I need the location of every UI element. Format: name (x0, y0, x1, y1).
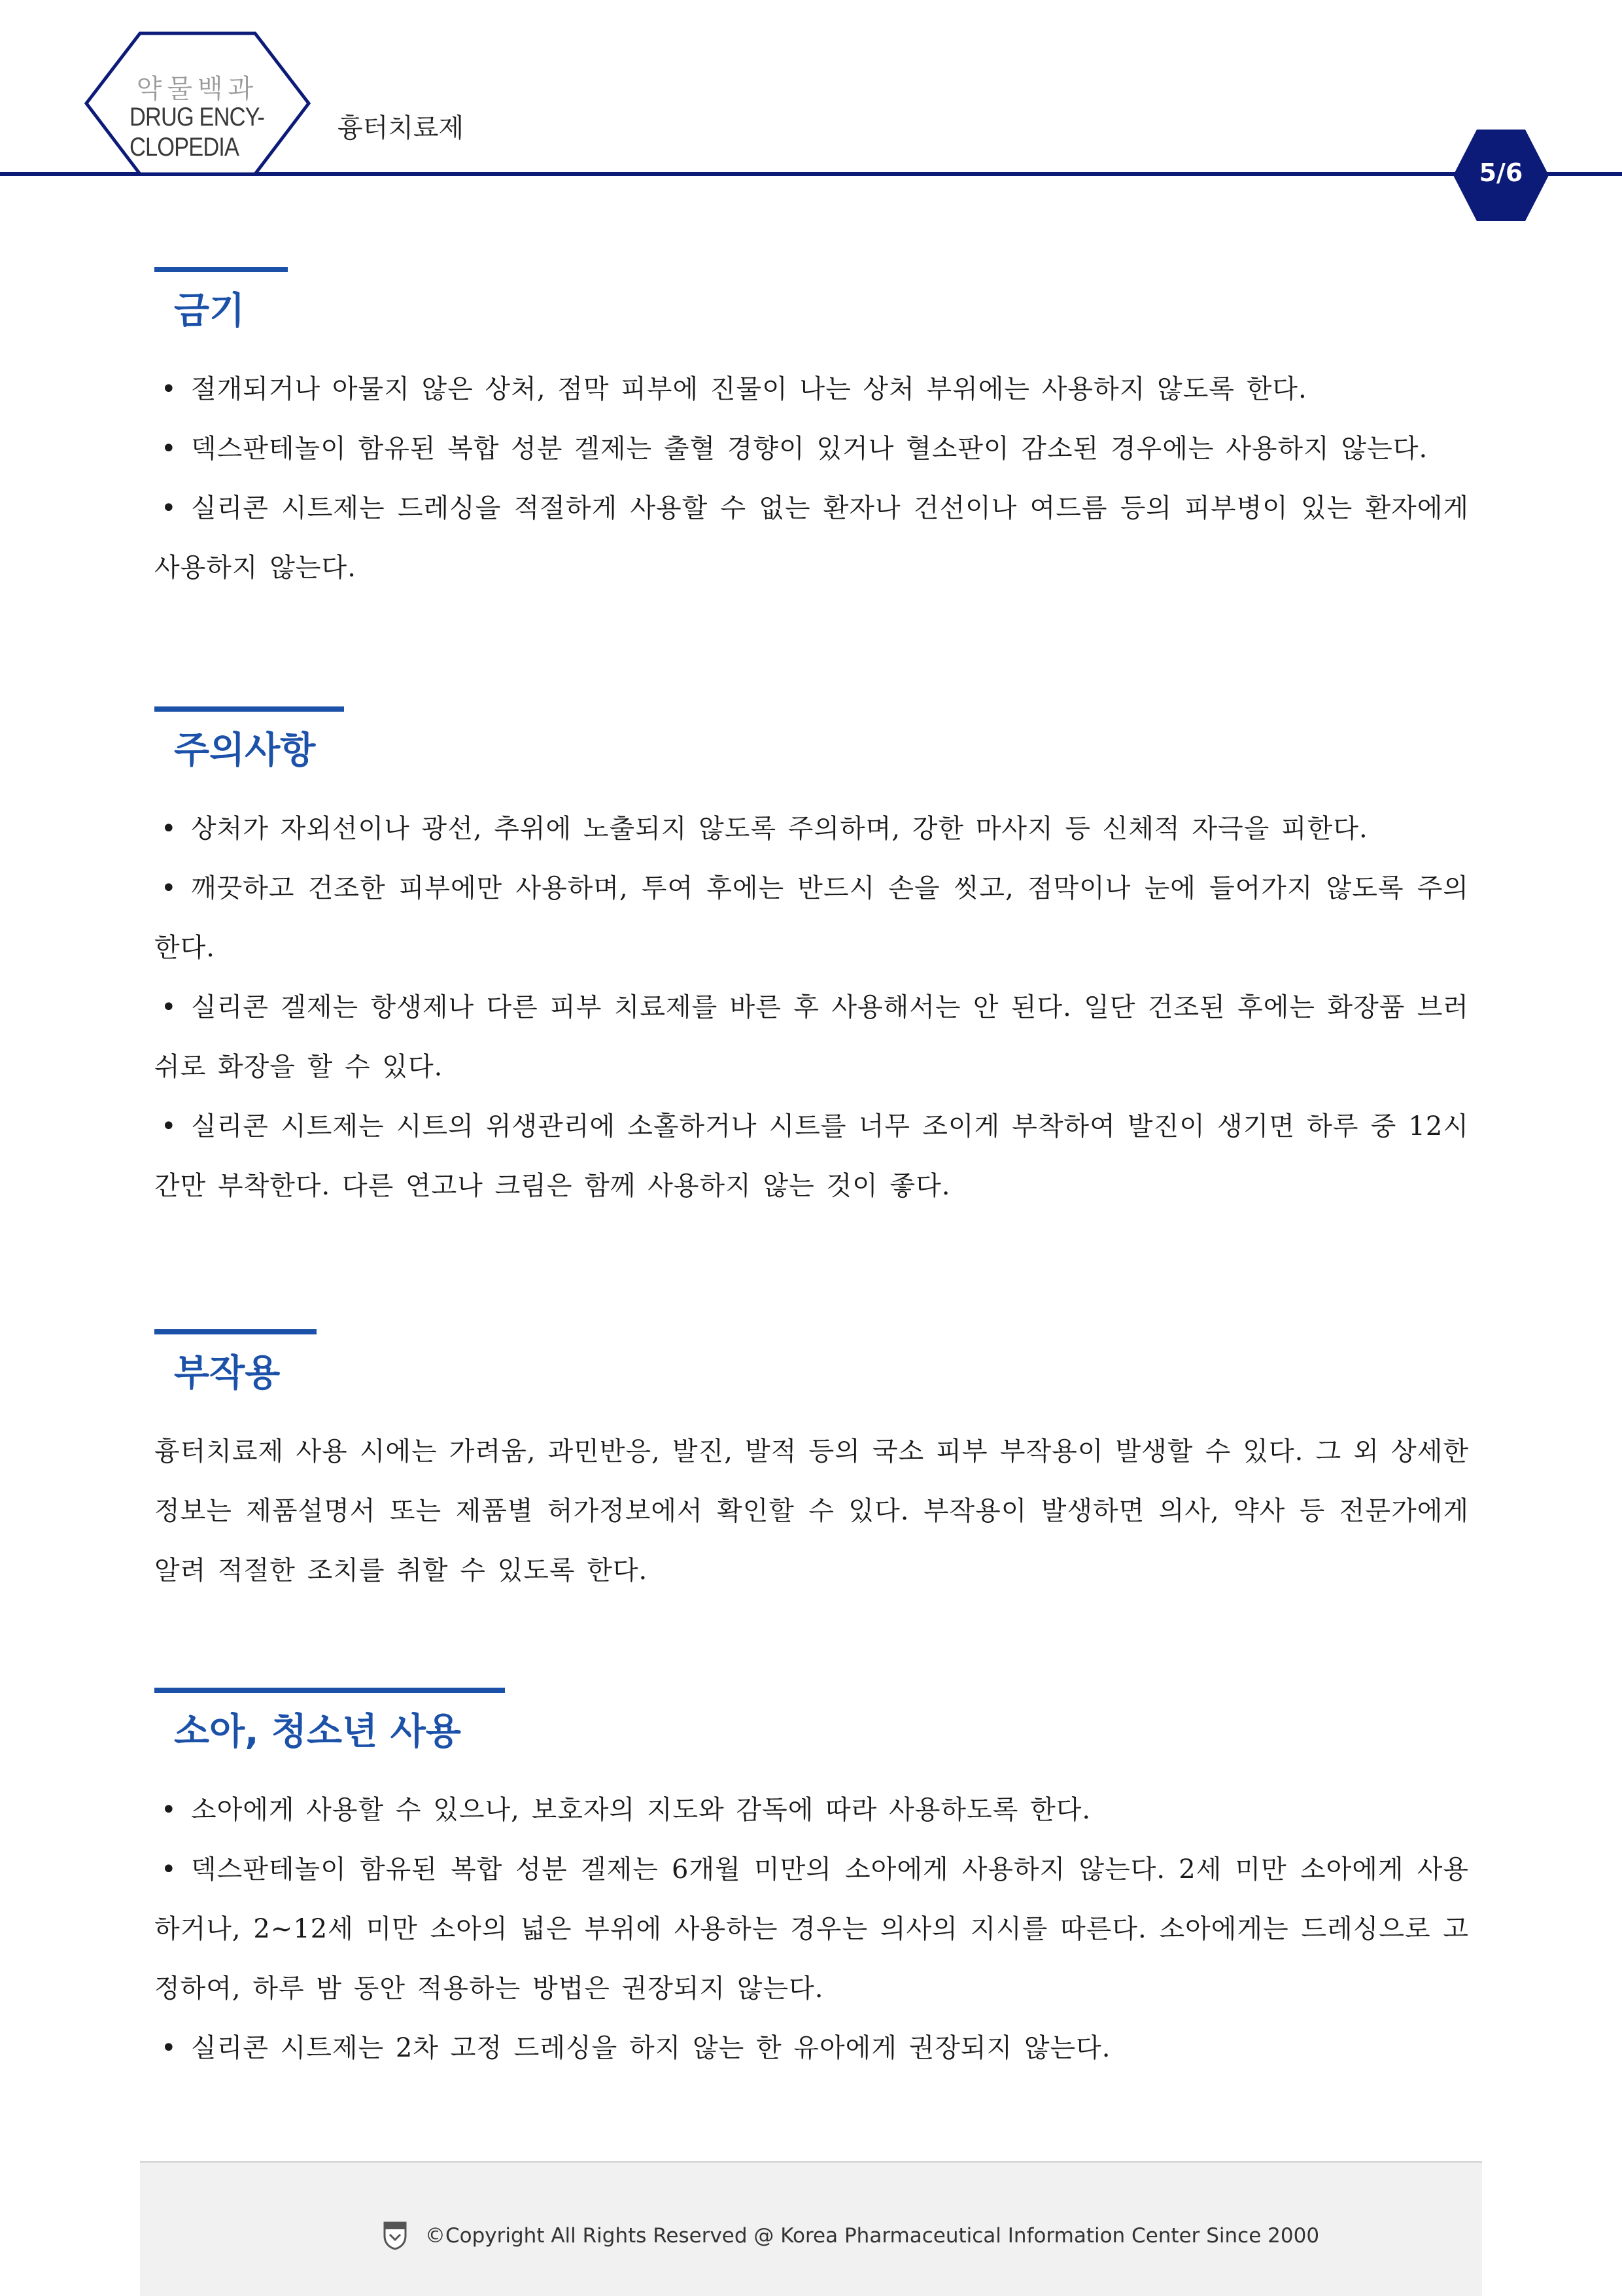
page-number-badge (1452, 128, 1550, 222)
bullet-marker: • (161, 1854, 177, 1885)
logo-english-line1: DRUG ENCY- (129, 103, 265, 131)
bullet-marker: • (161, 814, 177, 844)
bullet-item (154, 1097, 1469, 1216)
drug-encyclopedia-logo (84, 31, 311, 177)
logo-english-line2: CLOPEDIA (129, 133, 239, 162)
bullet-marker: • (161, 1795, 177, 1825)
page-number: 5/6 (1479, 158, 1523, 187)
bullet-text: 실리콘 겔제는 항생제나 다른 피부 치료제를 바른 후 사용해서는 안 된다. 일단 건조된 후에는 화장품 브러쉬로 화장을 할 수 있다. (154, 992, 1469, 1082)
bullet-text: 덱스판테놀이 함유된 복합 성분 겔제는 6개월 미만의 소아에게 사용하지 않는다. 2세 미만 소아에게 사용하거나, 2~12세 미만 소아의 넓은 부위에 사용하는 경우는 의사의 지시를 따른다. 소아에게는 드레싱으로 고정하여, 하루 밤 동안 적용하는 방법은 권장되지 않는다. (154, 1854, 1469, 2004)
section-title-bar (154, 267, 288, 272)
bullet-item (154, 799, 1469, 859)
bullet-text: 소아에게 사용할 수 있으나, 보호자의 지도와 감독에 따라 사용하도록 한다. (191, 1795, 1092, 1825)
bullet-item (154, 978, 1469, 1097)
page-footer (140, 2161, 1482, 2296)
bullet-item (154, 1840, 1469, 2019)
bullet-text: 깨끗하고 건조한 피부에만 사용하며, 투여 후에는 반드시 손을 씻고, 점막이나 눈에 들어가지 않도록 주의한다. (154, 873, 1469, 963)
bullet-text: 절개되거나 아물지 않은 상처, 점막 피부에 진물이 나는 상처 부위에는 사용하지 않도록 한다. (191, 374, 1307, 404)
bullet-item (154, 479, 1469, 598)
bullet-marker: • (161, 873, 177, 903)
section-title-bar (154, 1688, 505, 1693)
kpic-emblem-icon (382, 2220, 408, 2250)
section-title: 소아, 청소년 사용 (174, 1711, 461, 1753)
bullet-marker: • (161, 2033, 177, 2063)
section-contraindications (154, 267, 1469, 598)
document-title: 흉터치료제 (337, 113, 464, 143)
section-title: 주의사항 (174, 729, 316, 772)
bullet-item (154, 360, 1469, 419)
logo-english-text (129, 102, 276, 162)
section-side-effects (154, 1329, 1469, 1601)
bullet-item (154, 859, 1469, 978)
section-title: 부작용 (174, 1352, 281, 1395)
bullet-marker: • (161, 374, 177, 404)
bullet-marker: • (161, 1111, 177, 1141)
bullet-marker: • (161, 434, 177, 464)
bullet-marker: • (161, 493, 177, 523)
section-title-bar (154, 706, 344, 712)
section-paragraph: 흉터치료제 사용 시에는 가려움, 과민반응, 발진, 발적 등의 국소 피부 부작용이 발생할 수 있다. 그 외 상세한 정보는 제품설명서 또는 제품별 허가정보에서 확인할 수 있다. 부작용이 발생하면 의사, 약사 등 전문가에게 알려 적절한 조치를 취할 수 있도록 한다. (154, 1436, 1469, 1586)
bullet-text: 실리콘 시트제는 2차 고정 드레싱을 하지 않는 한 유아에게 권장되지 않는다. (191, 2033, 1111, 2063)
section-body (154, 1422, 1469, 1601)
section-body (154, 799, 1469, 1216)
bullet-item (154, 419, 1469, 479)
bullet-text: 상처가 자외선이나 광선, 추위에 노출되지 않도록 주의하며, 강한 마사지 등 신체적 자극을 피한다. (191, 814, 1368, 844)
bullet-marker: • (161, 992, 177, 1022)
bullet-item (154, 2019, 1469, 2078)
bullet-text: 덱스판테놀이 함유된 복합 성분 겔제는 출혈 경향이 있거나 혈소판이 감소된 경우에는 사용하지 않는다. (191, 434, 1428, 464)
bullet-text: 실리콘 시트제는 드레싱을 적절하게 사용할 수 없는 환자나 건선이나 여드름 등의 피부병이 있는 환자에게 사용하지 않는다. (154, 493, 1469, 583)
bullet-item (154, 1781, 1469, 1840)
section-precautions (154, 706, 1469, 1216)
section-body (154, 1781, 1469, 2078)
section-body (154, 360, 1469, 598)
section-pediatric-use (154, 1688, 1469, 2078)
bullet-text: 실리콘 시트제는 시트의 위생관리에 소홀하거나 시트를 너무 조이게 부착하여 발진이 생기면 하루 중 12시간만 부착한다. 다른 연고나 크림은 함께 사용하지 않는 것이 좋다. (154, 1111, 1469, 1201)
logo-korean-text: 약물백과 (136, 74, 259, 104)
section-title: 금기 (174, 290, 245, 332)
section-title-bar (154, 1329, 317, 1334)
page-header (0, 0, 1622, 177)
copyright-text: ©Copyright All Rights Reserved @ Korea Pharmaceutical Information Center Since 2000 (425, 2224, 1320, 2248)
